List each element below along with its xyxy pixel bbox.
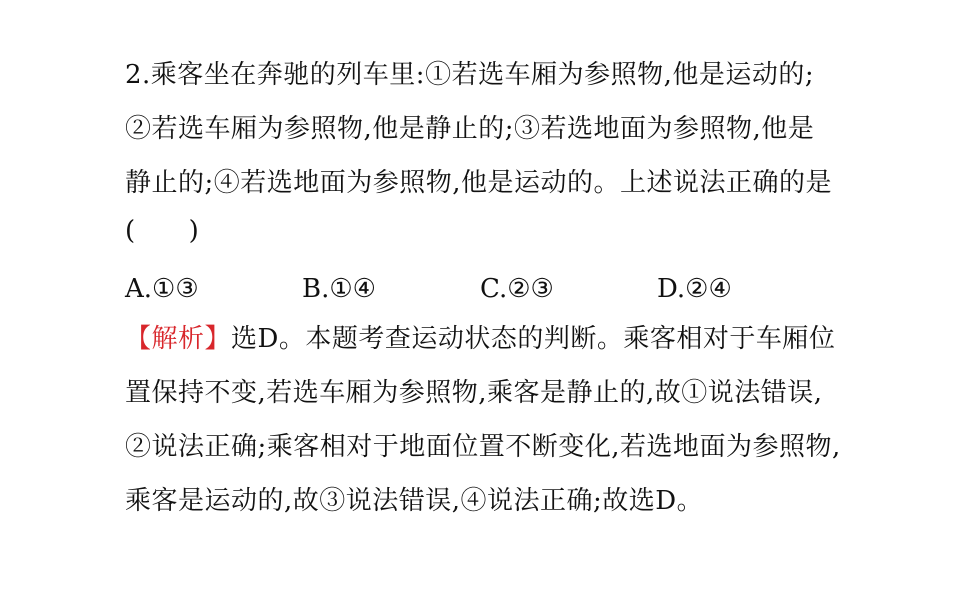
option-a: A.①③ (125, 274, 199, 304)
question-line-2: ②若选车厢为参照物,他是静止的;③若选地面为参照物,他是 (125, 114, 815, 144)
option-b: B.①④ (302, 274, 376, 304)
options-row (125, 272, 885, 306)
question-line-3: 静止的;④若选地面为参照物,他是运动的。上述说法正确的是 (125, 168, 833, 198)
question-line-1: 2.乘客坐在奔驰的列车里:①若选车厢为参照物,他是运动的; (125, 60, 815, 90)
answer-bracket: ( ) (125, 216, 200, 246)
analysis-line-1 (125, 322, 835, 356)
analysis-line-4: 乘客是运动的,故③说法错误,④说法正确;故选D。 (125, 486, 704, 516)
analysis-line-1-text: 选D。本题考查运动状态的判断。乘客相对于车厢位 (231, 324, 836, 354)
option-c: C.②③ (480, 274, 554, 304)
analysis-tag: 【解析】 (125, 324, 232, 354)
analysis-line-2: 置保持不变,若选车厢为参照物,乘客是静止的,故①说法错误, (125, 378, 823, 408)
analysis-line-3: ②说法正确;乘客相对于地面位置不断变化,若选地面为参照物, (125, 432, 841, 462)
option-d: D.②④ (657, 274, 732, 304)
